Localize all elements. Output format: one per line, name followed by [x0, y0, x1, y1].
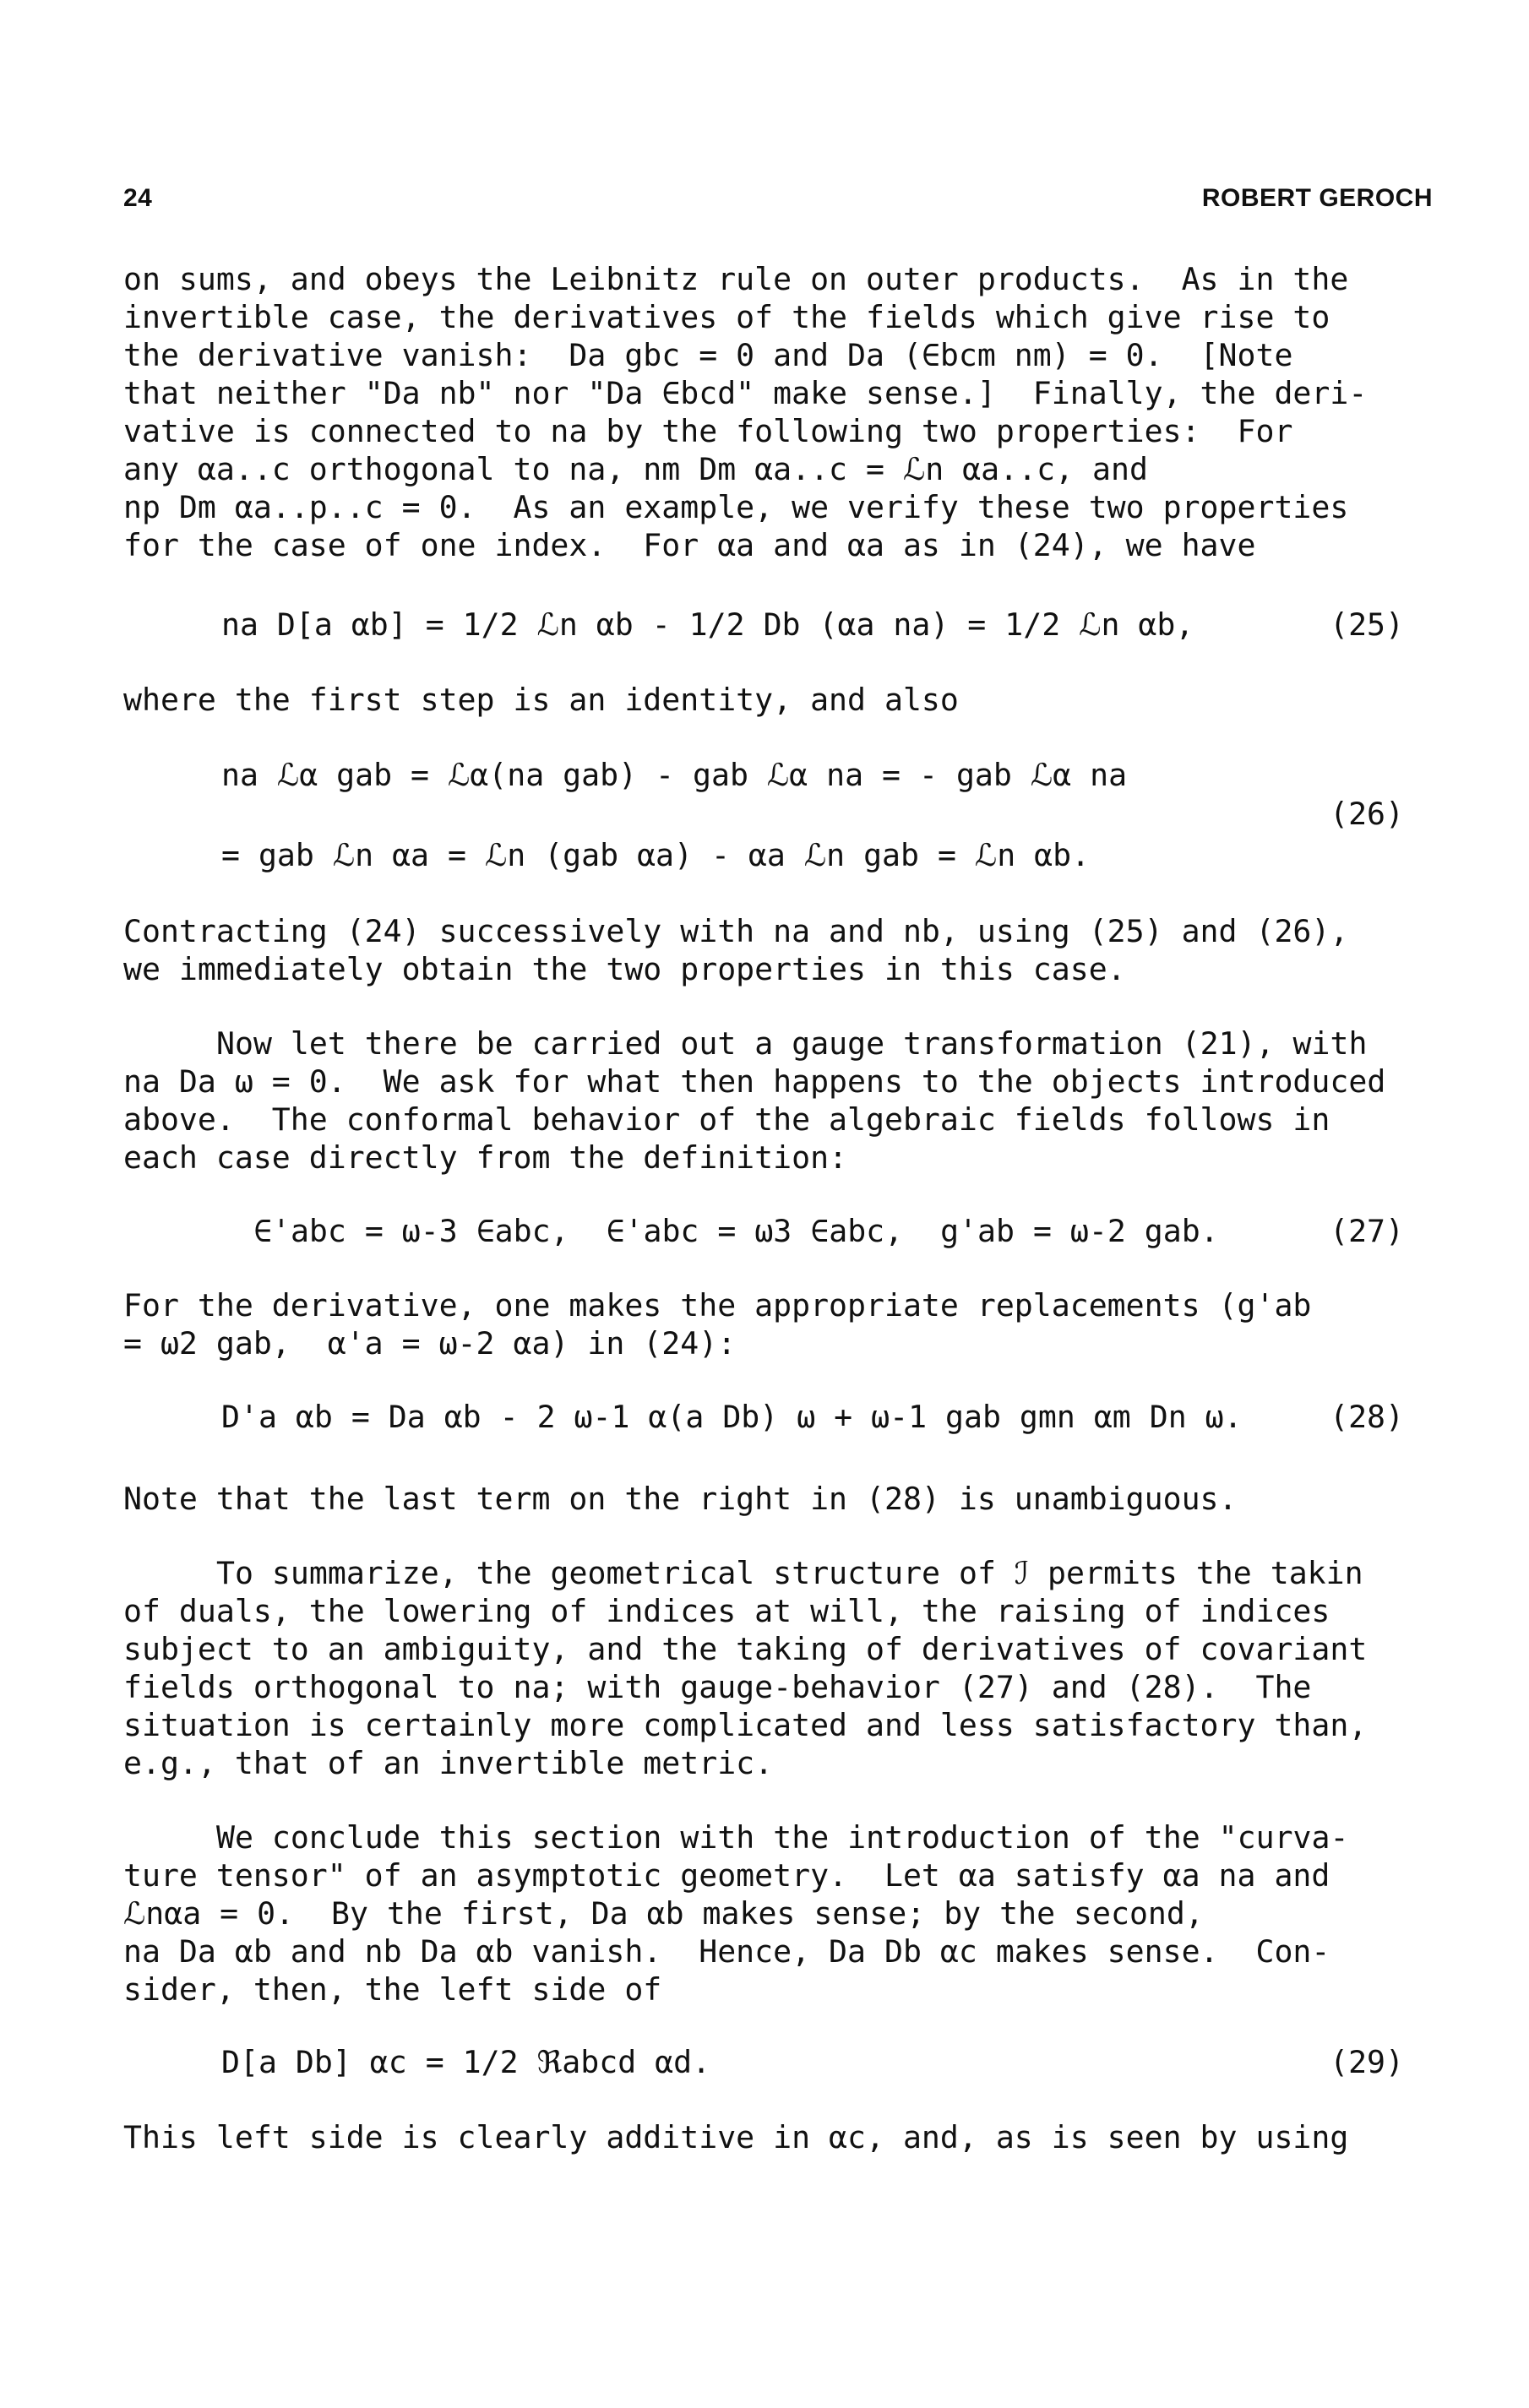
body-text-line: each case directly from the definition:	[123, 1139, 848, 1176]
body-text-line: situation is certainly more complicated and less satisfactory than,	[123, 1707, 1368, 1743]
body-text-line: sider, then, the left side of	[123, 1971, 662, 2008]
body-text-line: Note that the last term on the right in (28) is unambiguous.	[123, 1481, 1238, 1517]
body-text-line: We conclude this section with the introduction of the "curva-	[216, 1819, 1349, 1856]
equation-25: na D[a αb] = 1/2 ℒn αb - 1/2 Db (αa na) = 1/2 ℒn αb,	[221, 606, 1194, 643]
body-text-line: above. The conformal behavior of the algebraic fields follows in	[123, 1101, 1330, 1138]
equation-29: D[a Db] αc = 1/2 ℜabcd αd.	[221, 2044, 711, 2080]
equation-number-26: (26)	[1330, 796, 1404, 832]
body-text-line: To summarize, the geometrical structure of ℐ permits the takin	[216, 1555, 1363, 1591]
body-text-line: where the first step is an identity, and also	[123, 682, 959, 718]
body-text-line: ture tensor" of an asymptotic geometry. Let αa satisfy αa na and	[123, 1857, 1330, 1894]
body-text-line: Contracting (24) successively with na and nb, using (25) and (26),	[123, 913, 1349, 949]
body-text-line: Now let there be carried out a gauge transformation (21), with	[216, 1025, 1368, 1062]
body-text-line: that neither "Da nb" nor "Da ∈bcd" make sense.] Finally, the deri-	[123, 375, 1368, 411]
equation-number-29: (29)	[1330, 2044, 1404, 2080]
body-text-line: we immediately obtain the two properties in this case.	[123, 951, 1126, 987]
body-text-line: on sums, and obeys the Leibnitz rule on outer products. As in the	[123, 261, 1349, 297]
body-text-line: This left side is clearly additive in αc, and, as is seen by using	[123, 2119, 1349, 2155]
body-text-line: subject to an ambiguity, and the taking of derivatives of covariant	[123, 1631, 1368, 1667]
equation-number-27: (27)	[1330, 1213, 1404, 1249]
body-text-line: for the case of one index. For αa and αa as in (24), we have	[123, 527, 1256, 563]
body-text-line: vative is connected to na by the following two properties: For	[123, 413, 1293, 449]
body-text-line: any αa..c orthogonal to na, nm Dm αa..c = ℒn αa..c, and	[123, 451, 1148, 487]
equation-28: D'a αb = Da αb - 2 ω-1 α(a Db) ω + ω-1 gab gmn αm Dn ω.	[221, 1399, 1243, 1435]
body-text-line: = ω2 gab, α'a = ω-2 αa) in (24):	[123, 1325, 737, 1362]
body-text-line: np Dm αa..p..c = 0. As an example, we verify these two properties	[123, 489, 1349, 525]
running-head-author: ROBERT GEROCH	[1201, 184, 1433, 212]
equation-26-line-1: na ℒα gab = ℒα(na gab) - gab ℒα na = - gab ℒα na	[221, 757, 1128, 793]
body-text-line: fields orthogonal to na; with gauge-behavior (27) and (28). The	[123, 1669, 1312, 1705]
equation-27: ∈'abc = ω-3 ∈abc, ∈'abc = ω3 ∈abc, g'ab = ω-2 gab.	[253, 1213, 1219, 1249]
body-text-line: ℒnαa = 0. By the first, Da αb makes sense; by the second,	[123, 1895, 1204, 1932]
body-text-line: e.g., that of an invertible metric.	[123, 1745, 774, 1781]
body-text-line: invertible case, the derivatives of the fields which give rise to	[123, 299, 1330, 335]
body-text-line: of duals, the lowering of indices at will, the raising of indices	[123, 1593, 1330, 1629]
body-text-line: na Da ω = 0. We ask for what then happens to the objects introduced	[123, 1063, 1386, 1100]
body-text-line: For the derivative, one makes the appropriate replacements (g'ab	[123, 1287, 1312, 1324]
body-text-line: the derivative vanish: Da gbc = 0 and Da (∈bcm nm) = 0. [Note	[123, 337, 1293, 373]
equation-26-line-2: = gab ℒn αa = ℒn (gab αa) - αa ℒn gab = ℒn αb.	[221, 837, 1091, 873]
equation-number-25: (25)	[1330, 606, 1404, 643]
body-text-line: na Da αb and nb Da αb vanish. Hence, Da Db αc makes sense. Con-	[123, 1933, 1330, 1970]
page-number: 24	[123, 184, 153, 212]
equation-number-28: (28)	[1330, 1399, 1404, 1435]
